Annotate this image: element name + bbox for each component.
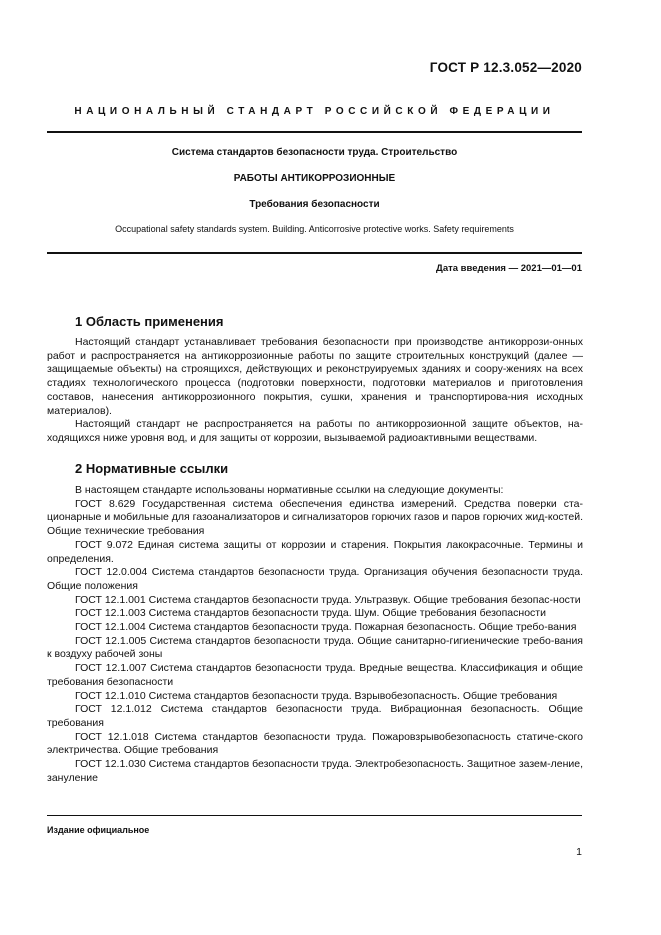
- document-code: ГОСТ Р 12.3.052—2020: [429, 60, 582, 75]
- reference-item: ГОСТ 12.1.030 Система стандартов безопасности труда. Электробезопасность. Защитное зазем-ление, зануление: [47, 758, 583, 784]
- section-1-paragraph-1: Настоящий стандарт устанавливает требования безопасности при производстве антикоррози-онных работ и распространяется на антикоррозионные работы по защите строительных конструкций (далее — защищаемые объекты) на строящихся, действующих и реконструируемых зданиях и соору-жениях на всех стадиях технологического процесса (подготовки поверхности, подготовки материалов и приготовления составов, нанесения антикоррозионного покрытия, сушки, хранения и транспортирова-ния исходных материалов).: [47, 336, 583, 417]
- reference-item: ГОСТ 12.1.007 Система стандартов безопасности труда. Вредные вещества. Классификация и общие требования безопасности: [47, 662, 583, 688]
- reference-item: ГОСТ 8.629 Государственная система обеспечения единства измерений. Средства поверки ста-ционарные и мобильные для газоанализаторов и сигнализаторов горючих газов и паров горючих жид-костей. Общие технические требования: [47, 497, 583, 538]
- reference-item: ГОСТ 12.0.004 Система стандартов безопасности труда. Организация обучения безопасности труда. Общие положения: [47, 566, 583, 592]
- references-intro: В настоящем стандарте использованы нормативные ссылки на следующие документы:: [75, 484, 504, 496]
- national-standard-banner: НАЦИОНАЛЬНЫЙ СТАНДАРТ РОССИЙСКОЙ ФЕДЕРАЦИИ: [74, 106, 555, 117]
- reference-item: ГОСТ 12.1.012 Система стандартов безопасности труда. Вибрационная безопасность. Общие требования: [47, 703, 583, 729]
- reference-item: ГОСТ 12.1.004 Система стандартов безопасности труда. Пожарная безопасность. Общие требо-вания: [75, 621, 577, 634]
- title-rule: [47, 252, 582, 254]
- section-2-heading: 2 Нормативные ссылки: [75, 461, 229, 476]
- introduction-date: Дата введения — 2021—01—01: [436, 263, 582, 274]
- reference-item: ГОСТ 9.072 Единая система защиты от коррозии и старения. Покрытия лакокрасочные. Термины и определения.: [47, 538, 583, 565]
- reference-item: ГОСТ 12.1.003 Система стандартов безопасности труда. Шум. Общие требования безопасности: [75, 607, 546, 620]
- main-title: РАБОТЫ АНТИКОРРОЗИОННЫЕ: [233, 173, 396, 184]
- reference-item: ГОСТ 12.1.018 Система стандартов безопасности труда. Пожаровзрывобезопасность статиче-ского электричества. Общие требования: [47, 730, 583, 757]
- section-1-paragraph-2: Настоящий стандарт не распространяется на работы по антикоррозионной защите объектов, на-ходящихся ниже уровня вод, и для защиты от коррозии, вызываемой радиоактивными веществами.: [47, 418, 583, 444]
- reference-item: ГОСТ 12.1.001 Система стандартов безопасности труда. Ультразвук. Общие требования безопас-ности: [75, 593, 581, 606]
- normative-references: [47, 484, 583, 785]
- header-rule: [47, 131, 582, 133]
- reference-item: ГОСТ 12.1.005 Система стандартов безопасности труда. Общие санитарно-гигиенические требо-вания к воздуху рабочей зоны: [47, 634, 583, 661]
- reference-item: ГОСТ 12.1.010 Система стандартов безопасности труда. Взрывобезопасность. Общие требования: [75, 689, 558, 702]
- system-title: Система стандартов безопасности труда. Строительство: [171, 147, 458, 158]
- footer-rule: [47, 815, 582, 816]
- english-title: Occupational safety standards system. Building. Anticorrosive protective works. Safety requirements: [115, 224, 514, 234]
- section-1-heading: 1 Область применения: [75, 314, 224, 329]
- subtitle: Требования безопасности: [249, 199, 380, 210]
- page-number: 1: [576, 846, 582, 858]
- official-edition-label: Издание официальное: [47, 825, 150, 835]
